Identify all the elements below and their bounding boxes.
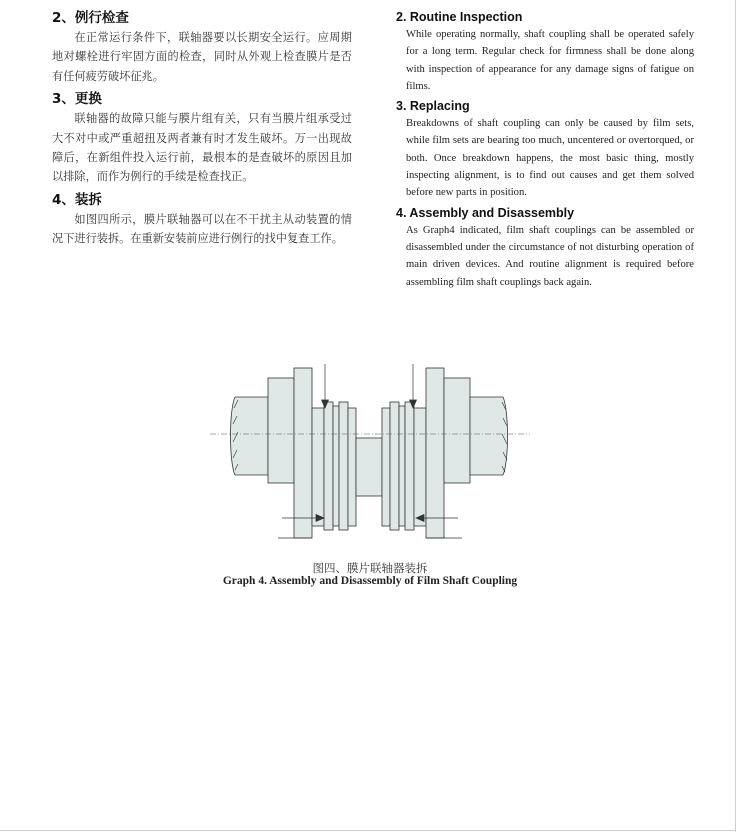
en-heading-replacing: 3. Replacing: [396, 99, 470, 114]
cn-paragraph-routine-inspection: 在正常运行条件下，联轴器要以长期安全运行。应周期地对螺栓进行牢固方面的检查，同时从外观上检查膜片是否有任何疲劳破坏征兆。: [52, 31, 352, 83]
right-adapter: [414, 408, 426, 526]
right-hub-flange: [426, 368, 444, 538]
english-column: [396, 8, 694, 293]
spacer-tube: [356, 438, 382, 496]
page-right-edge: [735, 0, 736, 832]
right-film-pack-b: [399, 406, 405, 526]
cn-paragraph-assembly: 如图四所示，膜片联轴器可以在不干扰主从动装置的情况下进行装拆。在重新安装前应进行例行的找中复查工作。: [52, 212, 352, 246]
cn-heading-routine-inspection: 2、例行检查: [52, 10, 129, 26]
left-film-pack-a: [324, 402, 333, 530]
page-bottom-edge: [0, 830, 736, 831]
cn-heading-replacing: 3、更换: [52, 91, 102, 108]
right-hub-collar: [444, 378, 470, 483]
right-film-pack-a: [390, 402, 399, 530]
cn-paragraph-replacing: 联轴器的故障只能与膜片组有关，只有当膜片组承受过大不对中或严重超扭及两者兼有时才发生破坏。万一出现故障后，在新组件投入运行前，最根本的是查破坏的原因且加以排除，而作为例行的手续是检查找正。: [52, 112, 352, 184]
en-paragraph-routine-inspection: While operating normally, shaft coupling shall be operated safely for a long term. Regular check for firmness shall be done along with inspection of appearance for any damage signs of fatigue on films.: [406, 29, 694, 92]
left-adapter: [312, 408, 324, 526]
figure-caption-chinese: 图四、膜片联轴器装拆: [312, 561, 428, 575]
chinese-column: [52, 8, 352, 252]
left-spacer-flange: [348, 408, 356, 526]
coupling-drawing: [231, 368, 508, 538]
figure-caption-english: Graph 4. Assembly and Disassembly of Film Shaft Coupling: [222, 575, 518, 587]
en-paragraph-replacing: Breakdowns of shaft coupling can only be caused by film sets, while film sets are bearing too much, uncentered or overtorqued, or both. Once breakdown happens, the most basic thing, mostly inspecting alignment, is to find out causes and get them solved before new parts in position.: [406, 118, 694, 199]
right-shaft: [470, 397, 508, 475]
left-hub-flange: [294, 368, 312, 538]
en-paragraph-assembly: As Graph4 indicated, film shaft couplings can be assembled or disassembled under the circumstance of not disturbing operation of main driven devices. And routine alignment is required before assembling film shaft couplings back again.: [406, 224, 694, 288]
en-heading-assembly: 4. Assembly and Disassembly: [396, 205, 575, 220]
left-film-pack-b: [333, 406, 339, 526]
coupling-assembly-diagram: [200, 360, 540, 550]
left-film-pack-c: [339, 402, 348, 530]
right-film-pack-c: [405, 402, 414, 530]
left-hub-collar: [268, 378, 294, 483]
cn-heading-assembly: 4、装拆: [52, 191, 102, 208]
en-heading-routine-inspection: 2. Routine Inspection: [396, 10, 523, 24]
right-spacer-flange: [382, 408, 390, 526]
